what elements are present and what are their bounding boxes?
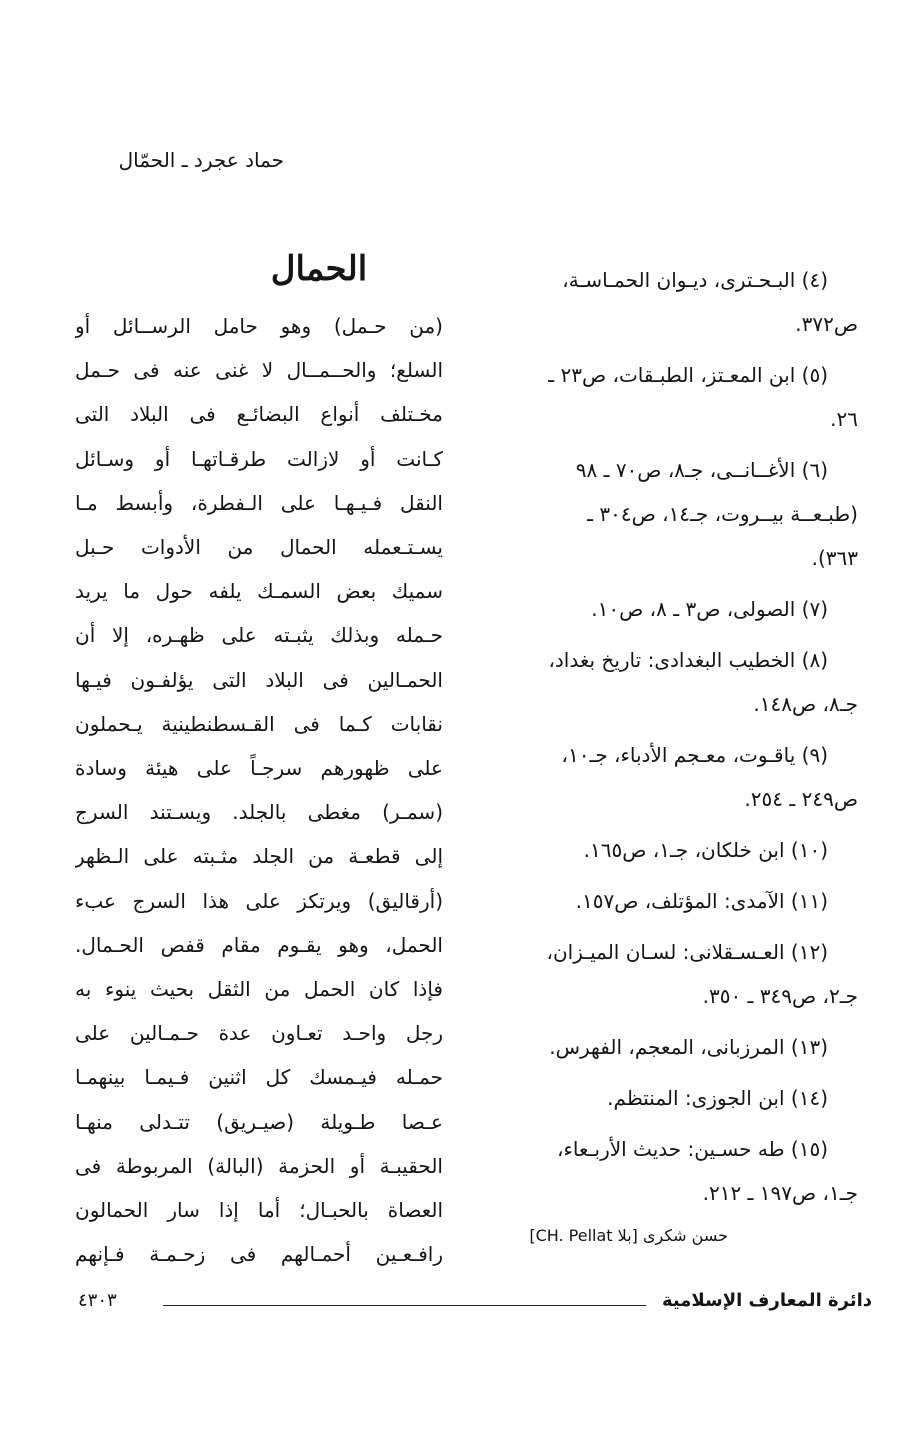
page-footer	[78, 1290, 872, 1320]
reference-item	[498, 930, 858, 1018]
article-line: سميك بعض السمـك يلفه حول ما يريد	[75, 579, 443, 604]
article-line: النقل فـيـهـا على الـفطرة، وأبسط مـا	[75, 490, 443, 515]
reference-line: (١٣) المرزبانى، المعجم، الفهرس.	[549, 1035, 828, 1059]
reference-line: (٩) ياقـوت، معـجم الأدباء، جـ١٠،	[561, 743, 828, 767]
reference-item	[498, 1076, 858, 1120]
article-line: نقابات كـما فى القـسطنطينية يـحملون	[75, 711, 443, 736]
article-line: إلى قطعـة من الجلد مثـبته على الـظهر	[75, 844, 443, 869]
article-line: كـانت أو لازالت طرقـاتهـا أو وسـائل	[75, 446, 443, 471]
reference-item	[498, 353, 858, 441]
article-line: مخـتلف أنواع البضائـع فى البلاد التى	[75, 402, 443, 427]
reference-line: (١٠) ابن خلكان، جـ١، ص١٦٥.	[583, 838, 828, 862]
reference-item	[498, 879, 858, 923]
reference-item	[498, 258, 858, 346]
reference-item	[498, 733, 858, 821]
article-line: حـمله وبذلك يثبـته على ظهـره، إلا أن	[75, 623, 443, 648]
reference-line: جـ١، ص١٩٧ ـ ٢١٢.	[702, 1181, 858, 1205]
article-line: (سمـر) مغطى بالجلد. ويسـتند السرج	[75, 800, 443, 825]
reference-line: (٥) ابن المعـتز، الطبـقات، ص٢٣ ـ	[548, 363, 828, 387]
running-head: حماد عجرد ـ الحمّال	[118, 148, 284, 172]
reference-line: (١٥) طه حسـين: حديث الأربـعاء،	[557, 1137, 828, 1161]
reference-line: جـ٨، ص١٤٨.	[753, 692, 858, 716]
article-line: على ظهورهم سرجـاً على هيئة وسادة	[75, 756, 443, 781]
reference-line: (٤) البـحـترى، ديـوان الحمـاسـة،	[562, 268, 828, 292]
article-line: السلع؛ والحــمــال لا غنى عنه فى حـمل	[75, 358, 443, 383]
reference-line: ص٢٤٩ ـ ٢٥٤.	[744, 787, 858, 811]
article-line: الحقيبـة أو الحزمة (البالة) المربوطة فى	[75, 1153, 443, 1178]
reference-line: جـ٢، ص٣٤٩ ـ ٣٥٠.	[702, 984, 858, 1008]
reference-item	[498, 448, 858, 580]
reference-item	[498, 1127, 858, 1215]
reference-line: (٧) الصولى، ص٣ ـ ٨، ص١٠.	[591, 597, 828, 621]
article-line: الحمـالين فى البلاد التى يؤلفـون فيـها	[75, 667, 443, 692]
reference-line: (طبـعــة بيــروت، جـ١٤، ص٣٠٤ ـ	[587, 502, 858, 526]
reference-line: (١٢) العـسـقلانى: لسـان الميـزان،	[546, 940, 828, 964]
reference-line: (٨) الخطيب البغدادى: تاريخ بغداد،	[548, 648, 828, 672]
reference-item	[498, 587, 858, 631]
reference-item	[498, 1025, 858, 1069]
article-line: فإذا كان الحمل من الثقل بحيث ينوء به	[75, 977, 443, 1002]
reference-line: ٣٦٣).	[811, 546, 858, 570]
article-line: رجل واحـد تعـاون عدة حـمـالين على	[75, 1021, 443, 1046]
footer-rule	[163, 1305, 646, 1306]
article-column	[75, 243, 443, 1276]
reference-line: (١٤) ابن الجوزى: المنتظم.	[607, 1086, 828, 1110]
page-number: ٤٣٠٣	[78, 1290, 117, 1311]
article-line: يسـتـعمله الحمال من الأدوات حـبل	[75, 535, 443, 560]
reference-line: ص٣٧٢.	[795, 312, 858, 336]
footer-title: دائرة المعارف الإسلامية	[661, 1290, 872, 1311]
article-line: (أرقاليق) ويرتكز على هذا السرج عبء	[75, 888, 443, 913]
author-signature: حسن شكرى [بلا CH. Pellat]	[529, 1226, 728, 1245]
article-title: الحمال	[270, 249, 368, 289]
article-line: العصاة بالحبـال؛ أما إذا سار الحمالون	[75, 1198, 443, 1223]
article-line: الحمل، وهو يقـوم مقام قفص الحـمال.	[75, 932, 443, 957]
reference-item	[498, 828, 858, 872]
article-line: عـصا طـويلة (صيـريق) تتـدلى منهـا	[75, 1109, 443, 1134]
reference-line: (٦) الأغــانــى، جـ٨، ص٧٠ ـ ٩٨	[575, 458, 828, 482]
reference-line: ٢٦.	[830, 407, 858, 431]
references-column	[498, 258, 858, 1249]
article-line: (من حـمل) وهو حامل الرســائل أو	[75, 314, 443, 338]
article-line: حمـله فيـمسك كل اثنين فـيمـا بينهمـا	[75, 1065, 443, 1090]
article-line: رافـعـين أحمـالهم فى زحـمـة فـإنهم	[75, 1242, 443, 1267]
reference-item	[498, 638, 858, 726]
article-body	[75, 304, 443, 1276]
reference-line: (١١) الآمدى: المؤتلف، ص١٥٧.	[575, 889, 828, 913]
